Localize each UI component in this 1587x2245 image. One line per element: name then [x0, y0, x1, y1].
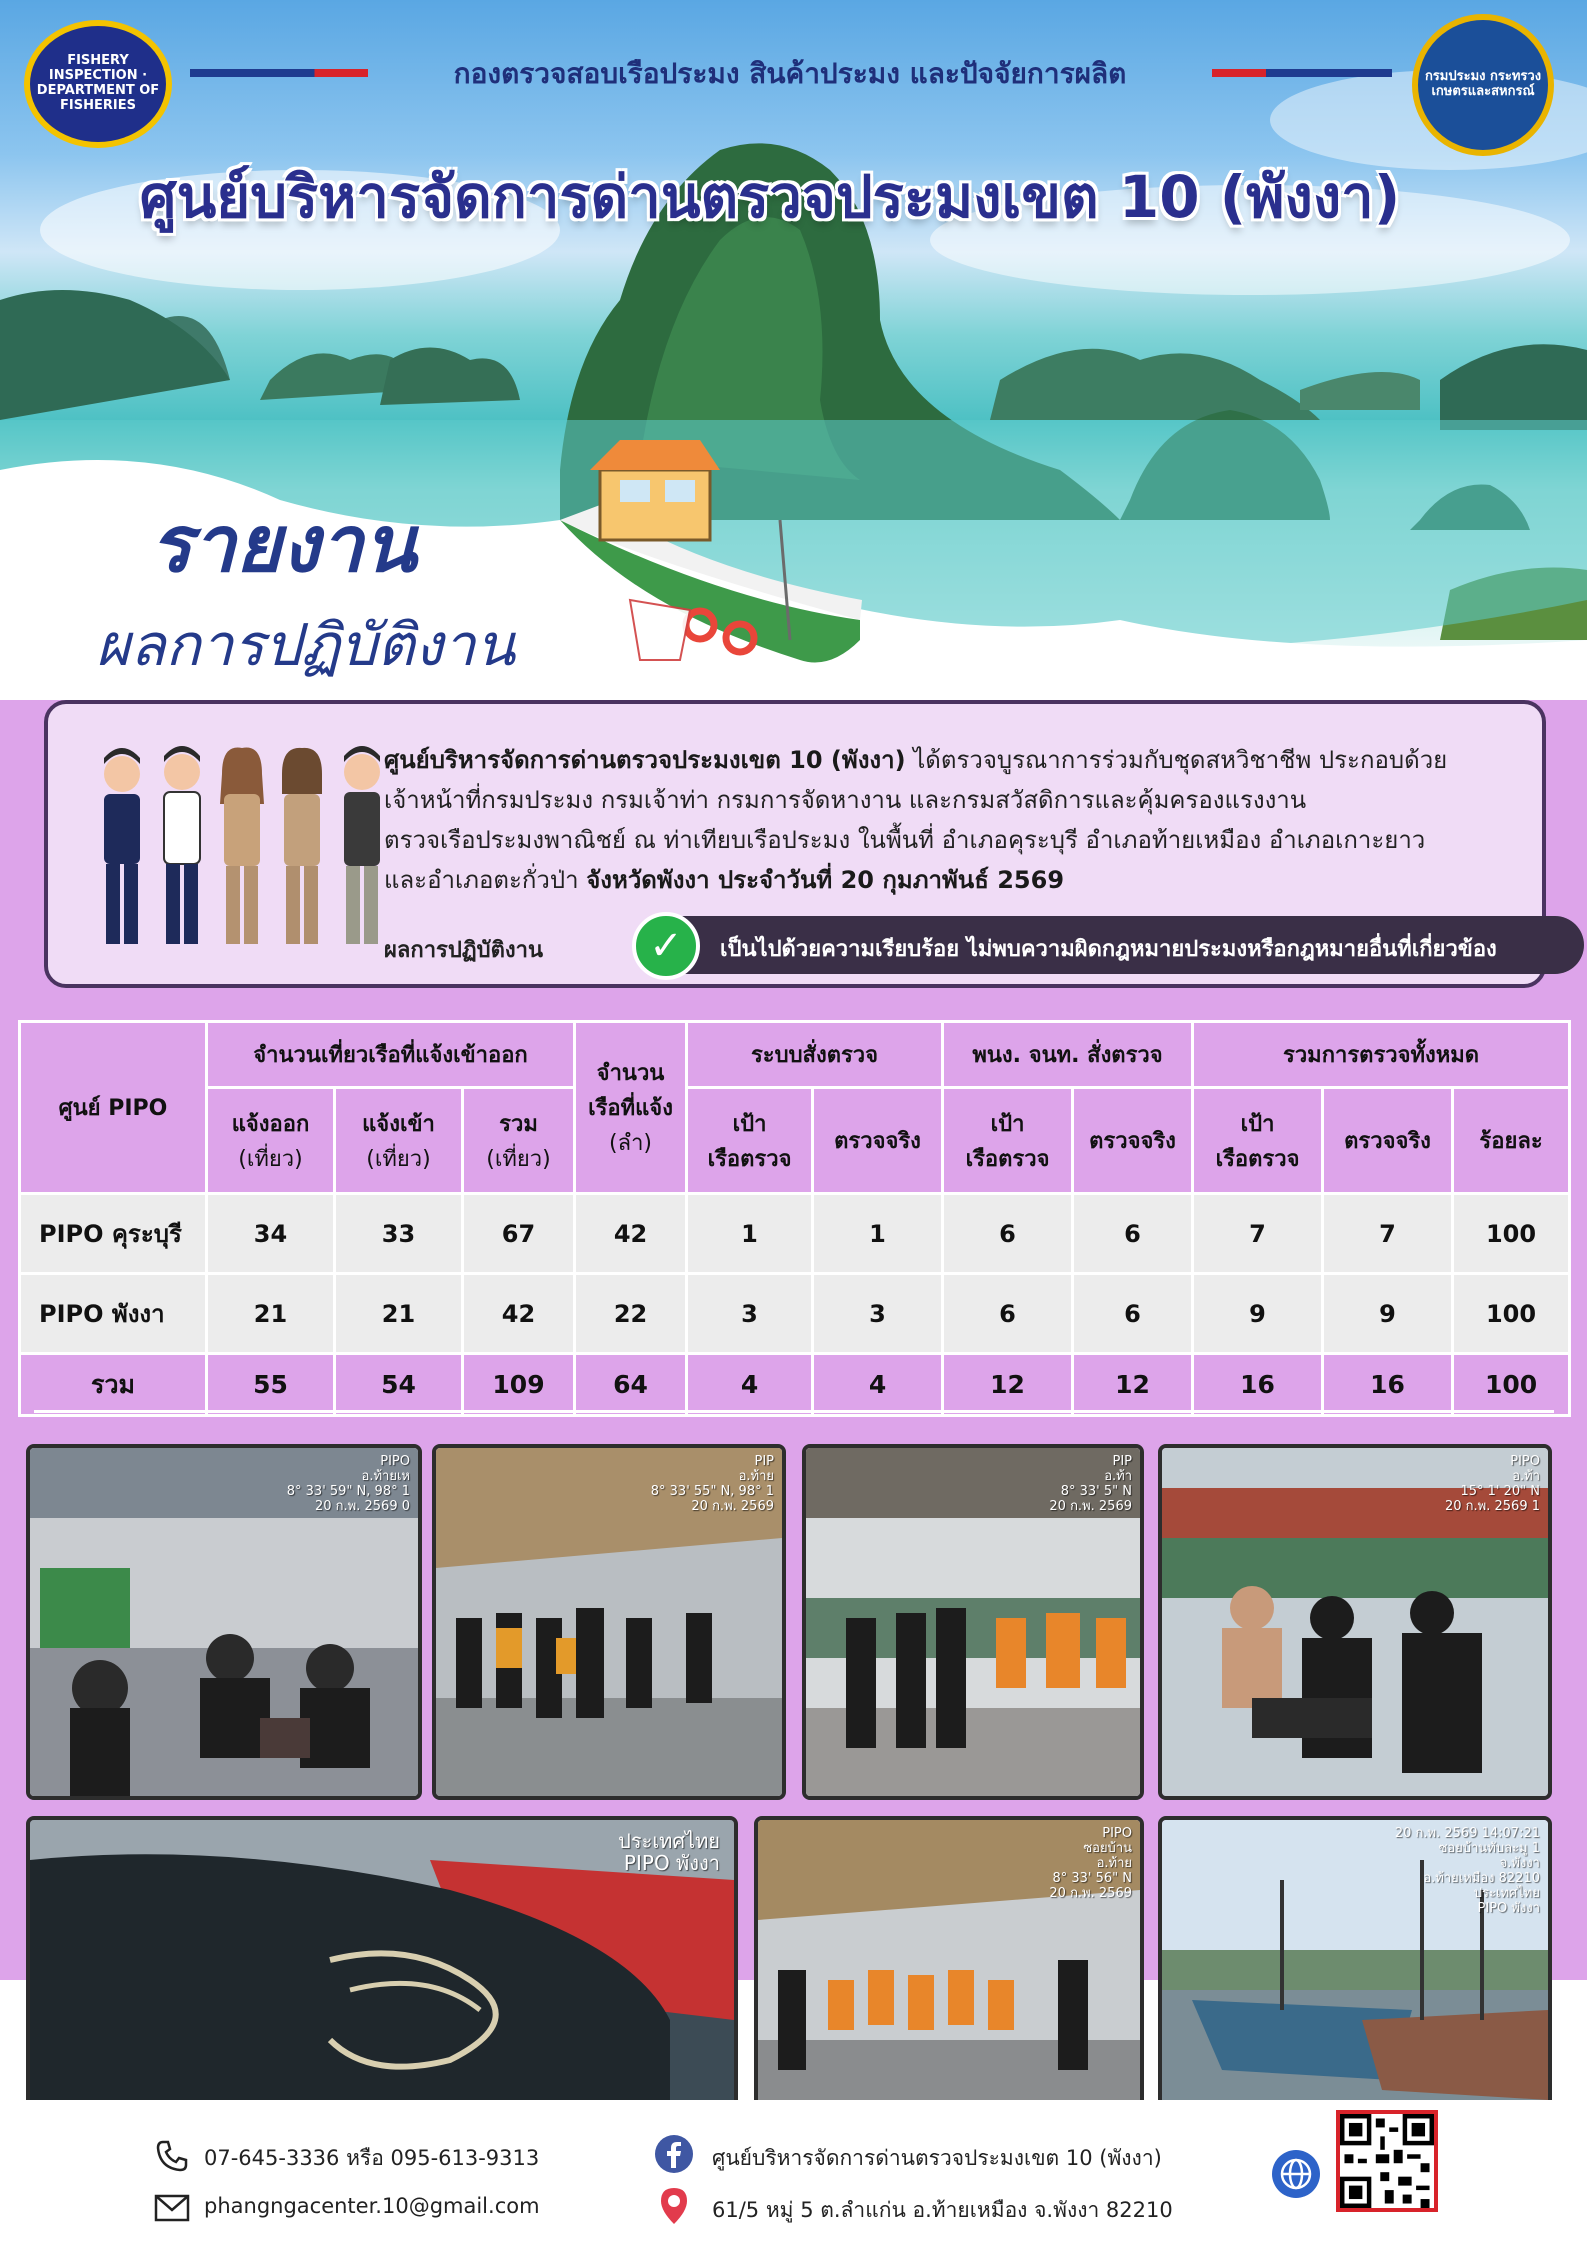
- photo-stamp: 20 ก.พ. 2569 14:07:21 ซอยบ้านทับละมู 1 จ.พังงา อ.ท้ายเหมือง 82210 ประเทศไทย PIPO พังงา: [1394, 1826, 1540, 1916]
- email-text[interactable]: phangngacenter.10@gmail.com: [204, 2194, 540, 2218]
- photo-stamp: PIPO อ.ท้า 15° 1' 20" N 20 ก.พ. 2569 1: [1445, 1454, 1540, 1514]
- center-header: ศูนย์ PIPO: [20, 1022, 207, 1194]
- photo-warehouse-inspection: [26, 1444, 422, 1800]
- mail-icon: [152, 2188, 192, 2228]
- photo-pier-team: [432, 1444, 786, 1800]
- report-subtitle: ผลการปฏิบัติงาน: [96, 611, 516, 679]
- department-of-fisheries-logo: กรมประมง กระทรวงเกษตรและสหกรณ์: [1412, 14, 1554, 156]
- hero-banner: [0, 0, 1587, 700]
- result-label: ผลการปฏิบัติงาน: [384, 938, 543, 963]
- photo-stamp: PIP อ.ท้าย 8° 33' 55" N, 98° 1 20 ก.พ. 2569: [650, 1454, 774, 1514]
- officer-group-header: พนง. จนท. สั่งตรวจ: [943, 1022, 1193, 1088]
- off-actual-header: ตรวจจริง: [1073, 1088, 1193, 1194]
- officers-illustration: [92, 734, 412, 964]
- photo-stamp: ประเทศไทย PIPO พังงา: [618, 1829, 720, 1875]
- table-row: PIPO คุระบุรี 34 33 67 42 1 1 6 6 7 7 100: [20, 1194, 1570, 1274]
- qr-code[interactable]: [1336, 2110, 1438, 2212]
- phone-icon: [152, 2136, 192, 2176]
- org-name: ศูนย์บริหารจัดการด่านตรวจประมงเขต 10 (พังงา): [384, 746, 906, 774]
- table-row: PIPO พังงา 21 21 42 22 3 3 6 6 9 9 100: [20, 1274, 1570, 1354]
- boats-header: จำนวน เรือที่แจ้ง (ลำ): [575, 1022, 687, 1194]
- result-text: เป็นไปด้วยความเรียบร้อย ไม่พบความผิดกฎหมายประมงหรือกฎหมายอื่นที่เกี่ยวข้อง: [720, 937, 1497, 962]
- photo-crew-check: [802, 1444, 1144, 1800]
- trips-group-header: จำนวนเที่ยวเรือที่แจ้งเข้าออก: [207, 1022, 575, 1088]
- sys-actual-header: ตรวจจริง: [813, 1088, 943, 1194]
- out-header: แจ้งออก (เที่ยว): [207, 1088, 335, 1194]
- tot-target-header: เป้า เรือตรวจ: [1193, 1088, 1323, 1194]
- facebook-text[interactable]: ศูนย์บริหารจัดการด่านตรวจประมงเขต 10 (พังงา): [712, 2146, 1162, 2170]
- inspection-stats-table: [18, 1020, 1571, 1417]
- percent-header: ร้อยละ: [1453, 1088, 1570, 1194]
- in-header: แจ้งเข้า (เที่ยว): [335, 1088, 463, 1194]
- total-group-header: รวมการตรวจทั้งหมด: [1193, 1022, 1570, 1088]
- photo-document-check: [1158, 1444, 1552, 1800]
- location-icon: [654, 2186, 694, 2226]
- phone-text: 07-645-3336 หรือ 095-613-9313: [204, 2146, 540, 2170]
- page-title: ศูนย์บริหารจัดการด่านตรวจประมงเขต 10 (พังงา): [139, 163, 1401, 231]
- header-accent-line-right: [1212, 69, 1392, 77]
- globe-icon[interactable]: [1270, 2148, 1322, 2200]
- system-group-header: ระบบสั่งตรวจ: [687, 1022, 943, 1088]
- report-title: รายงาน: [150, 499, 417, 590]
- photo-fishing-boats: [1158, 1816, 1552, 2110]
- summary-text: ศูนย์บริหารจัดการด่านตรวจประมงเขต 10 (พังงา) ได้ตรวจบูรณาการร่วมกับชุดสหวิชาชีพ ประกอบด้วย เจ้าหน้าที่กรมประมง กรมเจ้าท่า กรมการจัดหางาน และกรมสวัสดิการและคุ้มครองแรงงาน ตรวจเรือประมงพาณิชย์ ณ ท่าเทียบเรือประมง ในพื้นที่ อำเภอคุระบุรี อำเภอท้ายเหมือง อำเภอเกาะยาว และอำเภอตะกั่วป่า จังหวัดพังงา ประจำวันที่ 20 กุมภาพันธ์ 2569: [384, 746, 1448, 894]
- summary-card: [44, 700, 1546, 988]
- address-text: 61/5 หมู่ 5 ต.ลำแก่น อ.ท้ายเหมือง จ.พังงา 82210: [712, 2198, 1173, 2222]
- photo-stamp: PIP อ.ท้า 8° 33' 5" N 20 ก.พ. 2569: [1049, 1454, 1132, 1514]
- facebook-icon: [654, 2134, 694, 2174]
- table-total-row: รวม 55 54 109 64 4 4 12 12 16 16 100: [20, 1354, 1570, 1416]
- sum-header: รวม (เที่ยว): [463, 1088, 575, 1194]
- photo-stamp: PIPO ซอยบ้าน อ.ท้าย 8° 33' 56" N 20 ก.พ. 2569: [1049, 1826, 1132, 1901]
- tot-actual-header: ตรวจจริง: [1323, 1088, 1453, 1194]
- header-accent-line-left: [190, 69, 368, 77]
- photo-group-briefing: [754, 1816, 1144, 2110]
- photo-stamp: PIPO อ.ท้ายเห 8° 33' 59" N, 98° 1 20 ก.พ. 2569 0: [286, 1454, 410, 1514]
- off-target-header: เป้า เรือตรวจ: [943, 1088, 1073, 1194]
- photo-fishing-net: [26, 1816, 738, 2110]
- report-date: จังหวัดพังงา ประจำวันที่ 20 กุมภาพันธ์ 2569: [586, 866, 1065, 894]
- department-title: กองตรวจสอบเรือประมง สินค้าประมง และปัจจัยการผลิต: [453, 57, 1127, 90]
- fishery-inspection-logo: FISHERY INSPECTION · DEPARTMENT OF FISHERIES: [24, 20, 172, 148]
- divider: [34, 1410, 1554, 1413]
- sys-target-header: เป้า เรือตรวจ: [687, 1088, 813, 1194]
- check-icon: ✓: [632, 912, 700, 980]
